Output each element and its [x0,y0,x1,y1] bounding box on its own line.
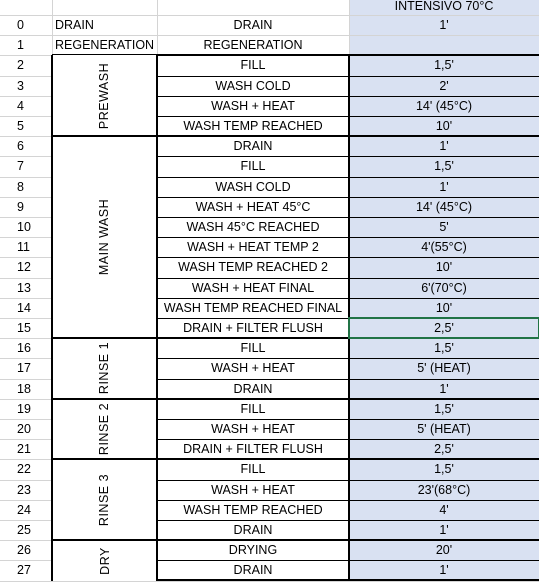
step-cell[interactable]: WASH + HEAT TEMP 2 [187,240,319,255]
row-number[interactable]: 18 [17,381,31,396]
phase-rinse-3[interactable] [53,459,156,540]
row-number[interactable]: 16 [17,341,31,356]
phase-separator [52,539,539,541]
time-cell[interactable]: 1' [439,18,449,33]
row-number[interactable]: 19 [17,401,31,416]
time-cell[interactable]: 14' (45°C) [415,98,473,113]
step-cell[interactable]: FILL [240,159,266,174]
phase-label: MAIN WASH [97,199,112,276]
phase-separator [52,398,539,400]
time-cell[interactable]: 1' [439,523,449,538]
step-cell[interactable]: WASH + HEAT FINAL [191,280,315,295]
row-separator [157,439,539,440]
time-cell[interactable]: 5' [439,220,449,235]
row-separator [157,257,539,258]
phase-rinse-2[interactable] [53,399,156,460]
step-cell[interactable]: DRAIN + FILTER FLUSH [183,442,323,457]
row-separator [157,278,539,279]
row-number[interactable]: 24 [17,502,31,517]
time-cell[interactable]: 14' (45°C) [415,199,473,214]
time-cell[interactable]: 4'(55°C) [421,240,467,255]
time-cell[interactable]: 1,5' [434,341,454,356]
row-number[interactable]: 20 [17,422,31,437]
row-number[interactable]: 5 [17,119,24,134]
row-number[interactable]: 22 [17,462,31,477]
step-cell[interactable]: WASH TEMP REACHED [183,502,323,517]
row-number[interactable]: 7 [17,159,24,174]
row-number[interactable]: 13 [17,280,31,295]
row-separator [157,358,539,359]
row-separator [157,500,539,501]
row-number[interactable]: 15 [17,321,31,336]
time-cell[interactable]: 2,5' [434,442,454,457]
row-number[interactable]: 8 [17,179,24,194]
step-cell[interactable]: WASH TEMP REACHED 2 [178,260,328,275]
time-cell[interactable]: 20' [435,543,453,558]
step-cell[interactable]: DRAIN [233,18,273,33]
row-number[interactable]: 1 [17,38,24,53]
phase-label: RINSE 3 [97,473,112,526]
step-cell[interactable]: FILL [240,341,266,356]
row-number[interactable]: 0 [17,18,24,33]
row-separator [157,480,539,481]
phase-rinse-1[interactable] [53,338,156,399]
time-cell[interactable]: 5' (HEAT) [417,422,471,437]
phase-main-wash[interactable] [53,136,156,338]
row-separator [157,96,539,97]
step-cell[interactable]: WASH TEMP REACHED FINAL [163,300,343,315]
row-number[interactable]: 14 [17,300,31,315]
step-cell[interactable]: WASH + HEAT [211,422,295,437]
time-cell[interactable]: 23'(68°C) [417,482,471,497]
row-number[interactable]: 2 [17,58,24,73]
phase-separator [52,135,539,137]
step-cell[interactable]: FILL [240,401,266,416]
step-cell[interactable]: DRAIN + FILTER FLUSH [183,321,323,336]
row-separator [157,419,539,420]
step-cell[interactable]: DRAIN [233,139,273,154]
row-number[interactable]: 27 [17,563,31,578]
step-cell[interactable]: REGENERATION [203,38,303,53]
time-cell[interactable]: 10' [435,260,453,275]
time-cell[interactable]: 6'(70°C) [421,280,467,295]
time-cell[interactable] [349,35,539,55]
row-separator [157,116,539,117]
time-cell[interactable]: 10' [435,300,453,315]
time-cell[interactable]: 1' [439,179,449,194]
step-cell[interactable]: WASH + HEAT [211,98,295,113]
phase-prewash[interactable] [53,55,156,136]
time-cell[interactable]: 2' [439,78,449,93]
row-separator [157,237,539,238]
step-cell[interactable]: WASH 45°C REACHED [186,220,320,235]
row-number[interactable]: 4 [17,98,24,113]
time-cell[interactable]: 4' [439,502,449,517]
selected-cell-outline [348,317,539,339]
step-cell[interactable]: DRAIN [233,381,273,396]
row-number[interactable]: 25 [17,523,31,538]
phase-label: PREWASH [97,62,112,129]
phase-label: RINSE 2 [97,403,112,456]
phase-dry[interactable] [53,540,156,581]
time-cell[interactable]: 2,5' [434,321,454,336]
row-number[interactable]: 3 [17,78,24,93]
row-number[interactable]: 6 [17,139,24,154]
row-number[interactable]: 9 [17,199,24,214]
time-cell[interactable]: 1,5' [434,159,454,174]
step-cell[interactable]: DRYING [228,543,278,558]
step-cell[interactable]: WASH COLD [215,78,291,93]
phase-separator [52,458,539,460]
step-cell[interactable]: FILL [240,58,266,73]
row-separator [157,379,539,380]
step-cell[interactable]: WASH TEMP REACHED [183,119,323,134]
time-cell[interactable]: 1,5' [434,462,454,477]
row-separator [157,217,539,218]
time-cell[interactable]: 1' [439,563,449,578]
time-cell[interactable]: 1,5' [434,58,454,73]
time-cell[interactable]: 10' [435,119,453,134]
row-number[interactable]: 26 [17,543,31,558]
row-separator [157,156,539,157]
step-cell[interactable]: DRAIN [233,523,273,538]
step-cell[interactable]: WASH + HEAT [211,361,295,376]
row-number[interactable]: 17 [17,361,31,376]
row-separator [157,177,539,178]
row-separator [157,520,539,521]
time-cell[interactable]: 1' [439,139,449,154]
step-cell[interactable]: DRAIN [233,563,273,578]
column-a-cell[interactable]: DRAIN [55,18,94,33]
time-cell[interactable]: 1' [439,381,449,396]
row-number[interactable]: 21 [17,442,31,457]
row-separator [157,76,539,77]
program-header[interactable]: INTENSIVO 70°C [394,0,494,13]
time-cell[interactable]: 1,5' [434,401,454,416]
phase-label: DRY [97,546,112,575]
row-number[interactable]: 23 [17,482,31,497]
step-cell[interactable]: FILL [240,462,266,477]
step-cell[interactable]: WASH + HEAT [211,482,295,497]
column-a-cell[interactable]: REGENERATION [55,38,155,53]
step-cell[interactable]: WASH COLD [215,179,291,194]
row-number[interactable]: 11 [17,240,30,255]
row-number[interactable]: 10 [17,220,31,235]
row-separator [157,560,539,561]
step-cell[interactable]: WASH + HEAT 45°C [195,199,311,214]
row-number[interactable]: 12 [17,260,31,275]
row-separator [157,197,539,198]
row-separator [157,298,539,299]
phase-label: RINSE 1 [97,342,112,395]
time-cell[interactable]: 5' (HEAT) [417,361,471,376]
